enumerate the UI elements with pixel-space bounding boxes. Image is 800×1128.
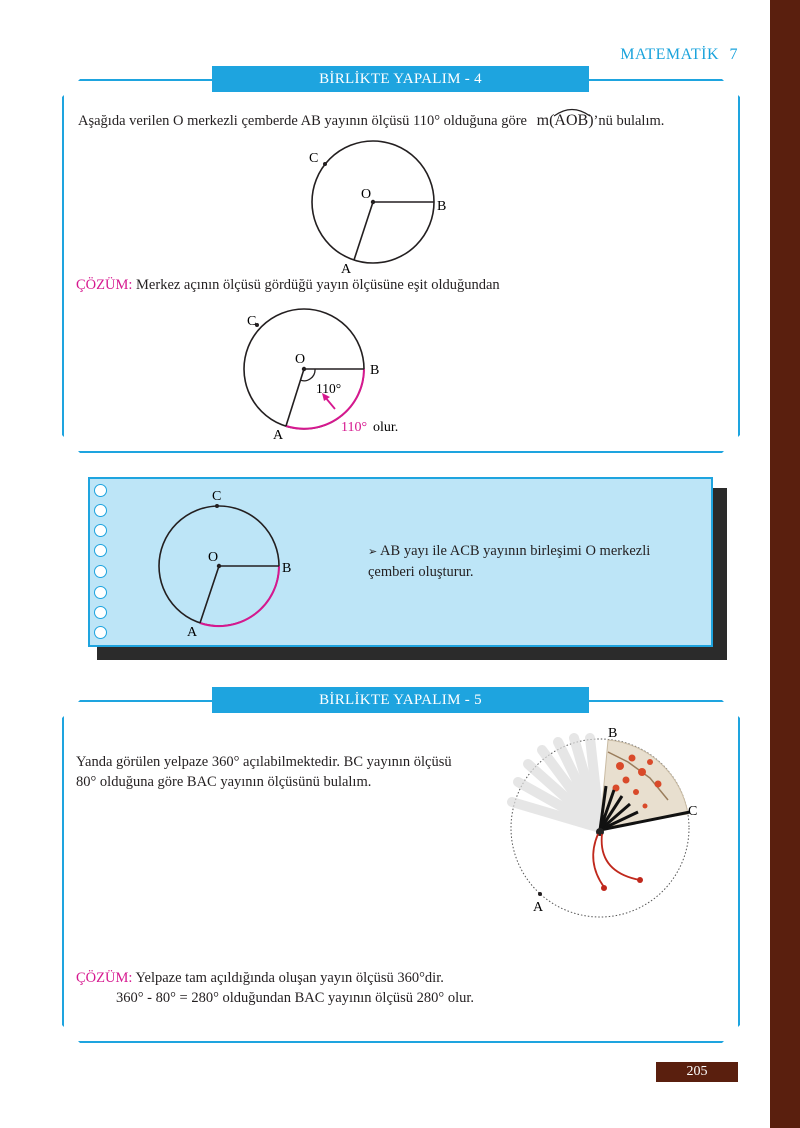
label-O: O xyxy=(361,187,372,202)
binder-ring-icon xyxy=(94,565,107,578)
section-5-banner: BİRLİKTE YAPALIM - 5 xyxy=(212,687,589,713)
question-text: Aşağıda verilen O merkezli çemberde AB yayının ölçüsü 110° olduğuna göre xyxy=(78,113,527,129)
label-A: A xyxy=(273,428,284,443)
angle-label: 110° xyxy=(316,381,342,396)
solution-text: Merkez açının ölçüsü gördüğü yayın ölçüsüne eşit olduğundan xyxy=(136,277,500,293)
grade-number: 7 xyxy=(729,46,738,63)
arc-value: 110° xyxy=(341,420,368,435)
label-A: A xyxy=(341,262,352,277)
question-line-2: 80° olduğuna göre BAC yayının ölçüsünü bulalım. xyxy=(76,774,372,790)
page-number: 205 xyxy=(656,1062,738,1082)
section-4-banner: BİRLİKTE YAPALIM - 4 xyxy=(212,66,589,92)
section-4-solution xyxy=(76,277,500,294)
section-5-solution xyxy=(76,968,474,1008)
label-B: B xyxy=(437,199,447,214)
solution-line-2: 360° - 80° = 280° olduğundan BAC yayının ölçüsü 280° olur. xyxy=(116,990,475,1006)
label-B: B xyxy=(370,363,380,378)
solution-label: ÇÖZÜM: xyxy=(76,970,133,986)
question-line-1: Yanda görülen yelpaze 360° açılabilmektedir. BC yayının ölçüsü xyxy=(76,754,452,770)
arc-hat-icon xyxy=(552,107,592,117)
note-figure xyxy=(150,484,310,644)
bullet-arrow-icon: ➢ xyxy=(368,546,378,558)
arc-label: AOB xyxy=(554,112,589,129)
question-suffix: ’nü bulalım. xyxy=(593,113,665,129)
note-text xyxy=(368,541,650,582)
subject-name: MATEMATİK xyxy=(620,46,719,63)
solution-label: ÇÖZÜM: xyxy=(76,277,133,293)
measure-symbol: m xyxy=(536,112,550,129)
binder-ring-icon xyxy=(94,606,107,619)
binder-ring-icon xyxy=(94,626,107,639)
label-C: C xyxy=(309,151,319,166)
label-A: A xyxy=(187,625,198,640)
section-4-figure-2 xyxy=(240,305,420,450)
label-C: C xyxy=(688,804,698,819)
arc-notation xyxy=(554,112,588,130)
note-line-1: AB yayı ile ACB yayının birleşimi O merkezli xyxy=(380,543,651,559)
section-5-question xyxy=(76,752,452,792)
binder-ring-icon xyxy=(94,586,107,599)
label-O: O xyxy=(295,352,306,367)
label-O: O xyxy=(208,550,219,565)
binder-ring-icon xyxy=(94,524,107,537)
label-B: B xyxy=(282,561,292,576)
solution-line-1: Yelpaze tam açıldığında oluşan yayın ölçüsü 360°dir. xyxy=(135,970,444,986)
binder-ring-icon xyxy=(94,544,107,557)
section-4-figure-1 xyxy=(295,140,465,280)
label-C: C xyxy=(247,314,257,329)
page-edge-bar xyxy=(770,0,800,1128)
fan-figure xyxy=(500,722,715,922)
label-B: B xyxy=(608,726,618,741)
angle-notation: m( AOB) xyxy=(537,112,594,130)
arc-suffix: olur. xyxy=(373,420,399,435)
label-C: C xyxy=(212,489,222,504)
binder-ring-icon xyxy=(94,484,107,497)
section-4-question xyxy=(78,112,664,130)
label-A: A xyxy=(533,900,544,915)
subject-header xyxy=(620,46,738,64)
binder-ring-icon xyxy=(94,504,107,517)
note-line-2: çemberi oluşturur. xyxy=(368,564,474,580)
